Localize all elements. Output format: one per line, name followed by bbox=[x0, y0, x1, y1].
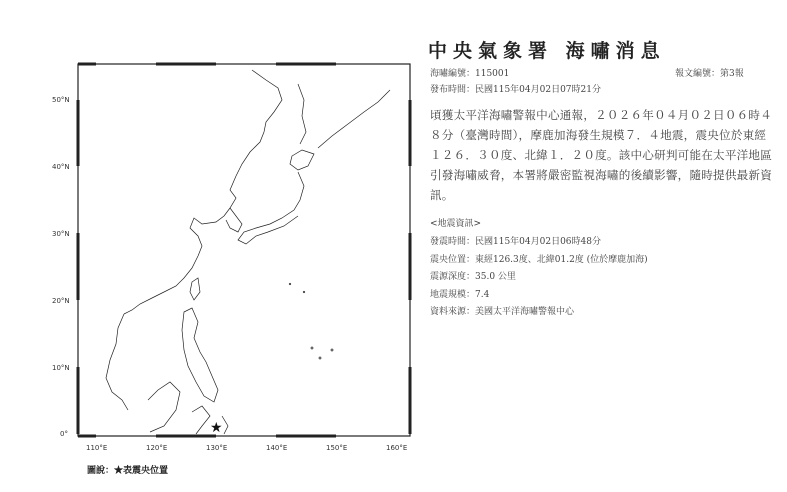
quake-source: 資料來源：美國太平洋海嘯警報中心 bbox=[430, 307, 575, 317]
epicenter-map bbox=[52, 60, 422, 460]
map-legend: 圖說：★表震央位置 bbox=[87, 466, 169, 476]
quake-time: 發震時間：民國115年04月02日06時48分 bbox=[430, 237, 601, 247]
lat-label: 50°N bbox=[52, 96, 70, 104]
quake-magnitude: 地震規模：7.4 bbox=[430, 290, 490, 300]
epicenter-star: ★ bbox=[210, 420, 223, 436]
map-frame bbox=[78, 64, 410, 436]
tsunami-message: 頃獲太平洋海嘯警報中心通報，２０２６年０４月０２日０６時４８分（臺灣時間），摩鹿加海發生規模７．４地震，震央位於東經１２６．３０度、北緯１．２０度。該中心研判可能在太平洋地區引發海嘯威脅，本署將嚴密監視海嘯的後續影響，隨時提供最新資訊。 bbox=[430, 108, 773, 202]
quake-depth: 震源深度：35.0 公里 bbox=[430, 272, 516, 282]
lon-label: 150°E bbox=[326, 444, 348, 452]
lon-label: 130°E bbox=[206, 444, 228, 452]
lon-label: 140°E bbox=[266, 444, 288, 452]
lon-label: 120°E bbox=[146, 444, 168, 452]
coastlines bbox=[106, 70, 390, 434]
lon-label: 110°E bbox=[86, 444, 108, 452]
report-number: 報文編號：第3報 bbox=[675, 69, 744, 79]
page-title: 中央氣象署 海嘯消息 bbox=[428, 40, 666, 62]
issue-time: 發布時間：民國115年04月02日07時21分 bbox=[430, 85, 601, 95]
tsunami-number: 海嘯編號：115001 bbox=[430, 69, 510, 79]
lat-label: 40°N bbox=[52, 163, 70, 171]
lon-label: 160°E bbox=[386, 444, 408, 452]
map-panel bbox=[52, 60, 422, 460]
map-border-ticks bbox=[78, 64, 410, 436]
lat-label: 30°N bbox=[52, 230, 70, 238]
quake-epicenter: 震央位置：東經126.3度、北緯01.2度 (位於摩鹿加海) bbox=[430, 255, 648, 265]
lat-label: 10°N bbox=[52, 364, 70, 372]
lat-label: 20°N bbox=[52, 297, 70, 305]
quake-info-header: <地震資訊> bbox=[430, 219, 482, 229]
lat-label: 0° bbox=[60, 430, 68, 438]
